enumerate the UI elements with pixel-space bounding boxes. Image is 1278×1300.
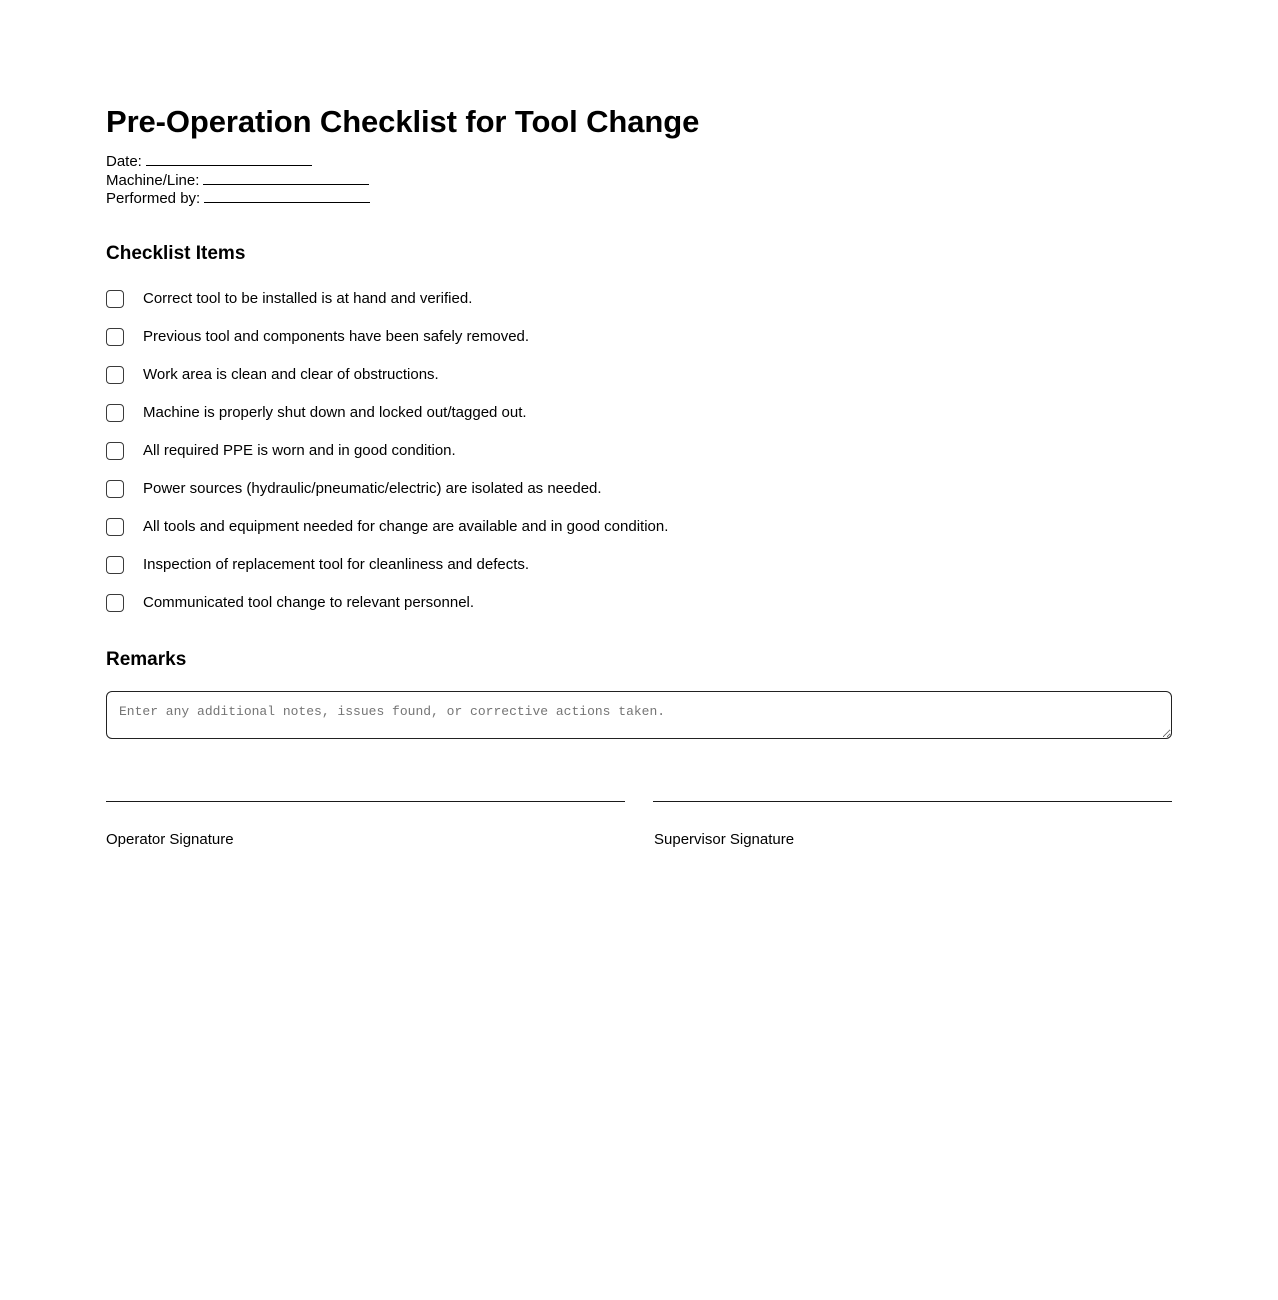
page-title: Pre-Operation Checklist for Tool Change [106, 104, 700, 139]
checklist-item[interactable] [106, 432, 1172, 470]
checklist-item[interactable] [106, 280, 1172, 318]
signature-labels [106, 831, 1172, 848]
checkbox-icon[interactable] [106, 328, 124, 346]
checkbox-icon[interactable] [106, 518, 124, 536]
supervisor-signature-line[interactable] [653, 801, 1172, 802]
checkbox-icon[interactable] [106, 556, 124, 574]
checkbox-icon[interactable] [106, 480, 124, 498]
checklist-item-label: Correct tool to be installed is at hand and verified. [143, 289, 473, 307]
checklist-item[interactable] [106, 318, 1172, 356]
field-date [106, 153, 1172, 172]
signature-lines [106, 801, 1172, 802]
field-performed-by-label: Performed by: [106, 190, 201, 207]
checklist-item-label: Communicated tool change to relevant personnel. [143, 593, 475, 611]
checklist-item-label: Previous tool and components have been safely removed. [143, 327, 530, 345]
checkbox-icon[interactable] [106, 442, 124, 460]
checklist-item-label: All required PPE is worn and in good condition. [143, 441, 456, 459]
field-date-input[interactable] [146, 153, 312, 166]
field-performed-by [106, 190, 1172, 209]
field-machine-line-input[interactable] [203, 172, 369, 185]
remarks-textarea[interactable] [106, 691, 1172, 739]
checklist-item-label: Machine is properly shut down and locked out/tagged out. [143, 403, 527, 421]
remarks-heading: Remarks [106, 648, 187, 670]
checklist-item[interactable] [106, 356, 1172, 394]
checklist-heading: Checklist Items [106, 242, 246, 264]
checkbox-icon[interactable] [106, 366, 124, 384]
checklist-item-label: Work area is clean and clear of obstructions. [143, 365, 439, 383]
checklist-item-label: All tools and equipment needed for change are available and in good condition. [143, 517, 669, 535]
checklist-items [106, 280, 1172, 622]
supervisor-signature-label: Supervisor Signature [654, 830, 795, 848]
checkbox-icon[interactable] [106, 594, 124, 612]
field-date-label: Date: [106, 153, 142, 170]
checklist-item-label: Power sources (hydraulic/pneumatic/electric) are isolated as needed. [143, 479, 602, 497]
checklist-item[interactable] [106, 508, 1172, 546]
field-machine-line-label: Machine/Line: [106, 171, 200, 189]
checklist-item-label: Inspection of replacement tool for cleanliness and defects. [143, 555, 530, 573]
field-performed-by-input[interactable] [204, 190, 370, 203]
operator-signature-label: Operator Signature [106, 830, 234, 848]
checklist-item[interactable] [106, 394, 1172, 432]
checklist-item[interactable] [106, 584, 1172, 622]
document-page [106, 0, 1172, 848]
field-machine-line [106, 172, 1172, 191]
checkbox-icon[interactable] [106, 290, 124, 308]
form-header-fields [106, 153, 1172, 209]
checklist-item[interactable] [106, 470, 1172, 508]
signature-section [106, 801, 1172, 848]
checklist-item[interactable] [106, 546, 1172, 584]
operator-signature-line[interactable] [106, 801, 625, 802]
checkbox-icon[interactable] [106, 404, 124, 422]
